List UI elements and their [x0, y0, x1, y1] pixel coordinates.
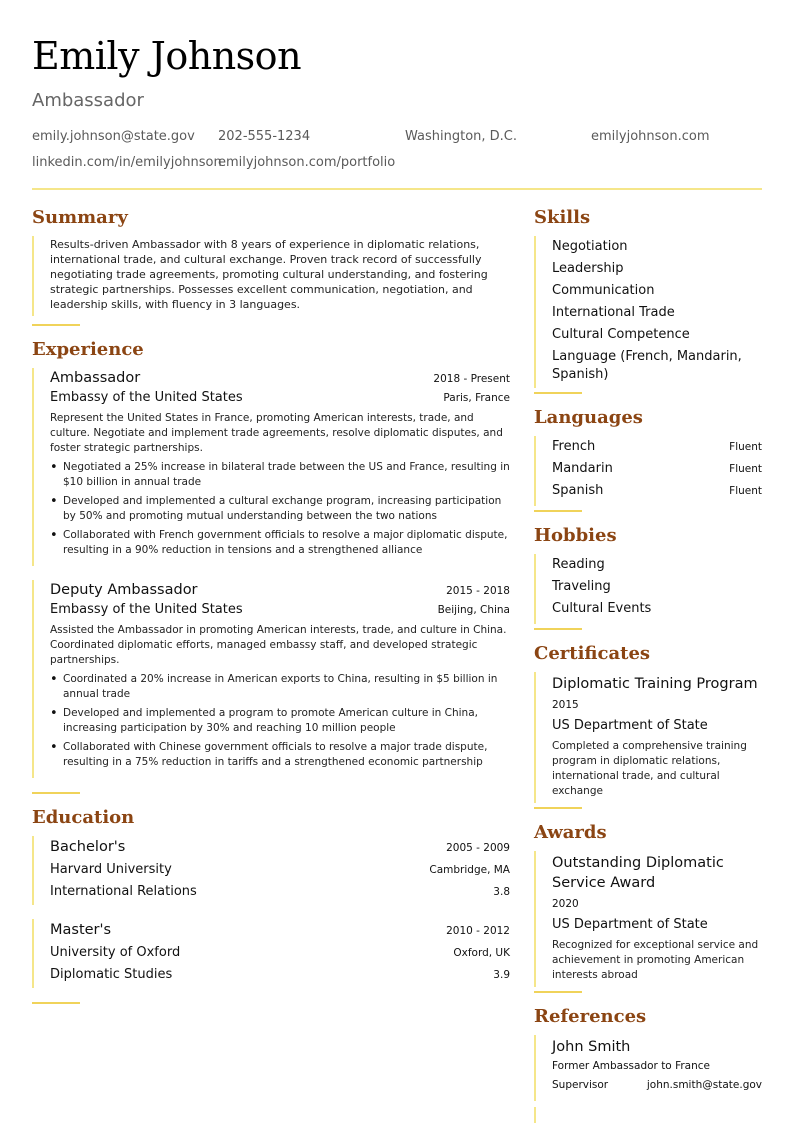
section-underline [534, 807, 582, 809]
reference-relation: Supervisor [552, 1079, 609, 1091]
award-date: 2020 [552, 898, 579, 910]
empty-reference-entry [534, 1107, 762, 1123]
section-underline [32, 792, 80, 794]
section-underline [32, 1002, 80, 1004]
language-name: Spanish [552, 483, 604, 498]
edu-location: Oxford, UK [453, 947, 510, 959]
contact-portfolio[interactable]: emilyjohnson.com/portfolio [218, 155, 396, 170]
certificate-title: Diplomatic Training Program [552, 676, 758, 692]
references-heading: References [534, 1006, 647, 1027]
job-achievements [50, 672, 510, 770]
job-achievements [50, 460, 510, 558]
language-item [552, 458, 762, 480]
hobbies-heading: Hobbies [534, 525, 617, 546]
contact-location: Washington, D.C. [405, 129, 518, 144]
skill-item: Communication [552, 283, 655, 298]
achievement-item: • Developed and implemented a program to promote American culture in China, increasing participation by 30% and reaching 10 million people [50, 706, 510, 736]
job-location: Paris, France [443, 392, 510, 404]
certificates-section [534, 642, 762, 809]
achievement-item: • Collaborated with French government officials to resolve a major diplomatic dispute, resulting in a 90% reduction in tensions and a strengthened alliance [50, 528, 510, 558]
skill-item: Language (French, Mandarin, Spanish) [552, 349, 742, 382]
award-description: Recognized for exceptional service and achievement in promoting American interests abroad [552, 939, 759, 981]
hobbies-list [534, 554, 762, 624]
achievement-item: • Negotiated a 25% increase in bilateral trade between the US and France, resulting in $10 billion in annual trade [50, 460, 510, 490]
skill-item: International Trade [552, 305, 675, 320]
contact-phone[interactable]: 202-555-1234 [218, 129, 311, 144]
award-entry [534, 851, 762, 987]
award-issuer: US Department of State [552, 917, 708, 932]
skills-heading: Skills [534, 207, 591, 228]
languages-section [534, 406, 762, 512]
language-level: Fluent [729, 463, 762, 475]
job-description: Assisted the Ambassador in promoting American interests, trade, and culture in China. Coordinated diplomatic efforts, managed embassy staff, and developed strategic partnerships. [50, 624, 507, 666]
language-level: Fluent [729, 485, 762, 497]
job-dates: 2015 - 2018 [446, 585, 510, 597]
job-title: Deputy Ambassador [50, 582, 198, 598]
resume-name: Emily Johnson [32, 34, 302, 78]
experience-entry [32, 368, 510, 566]
section-underline [32, 324, 80, 326]
reference-position: Former Ambassador to France [552, 1060, 710, 1072]
edu-gpa: 3.8 [493, 886, 510, 898]
awards-section [534, 821, 762, 993]
job-company: Embassy of the United States [50, 602, 243, 617]
skill-item: Cultural Competence [552, 327, 690, 342]
job-location: Beijing, China [437, 604, 510, 616]
main-column [32, 206, 510, 1016]
education-section [32, 806, 510, 1004]
certificate-entry [534, 672, 762, 803]
header-divider [32, 188, 762, 190]
experience-entry [32, 580, 510, 778]
awards-heading: Awards [534, 822, 607, 843]
education-heading: Education [32, 807, 135, 828]
references-section [534, 1005, 762, 1123]
hobby-item: Reading [552, 557, 605, 572]
languages-heading: Languages [534, 407, 643, 428]
languages-list [534, 436, 762, 506]
reference-name: John Smith [552, 1039, 631, 1055]
summary-heading: Summary [32, 207, 128, 228]
job-company: Embassy of the United States [50, 390, 243, 405]
job-dates: 2018 - Present [433, 373, 510, 385]
section-underline [534, 510, 582, 512]
language-item [552, 480, 762, 502]
hobby-item: Cultural Events [552, 601, 652, 616]
job-description: Represent the United States in France, promoting American interests, trade, and culture. Negotiate and implement trade agreements, resolve diplomatic disputes, and foster strategic partnerships. [50, 412, 503, 454]
reference-email[interactable]: john.smith@state.gov [646, 1079, 762, 1091]
language-level: Fluent [729, 441, 762, 453]
hobby-item: Traveling [552, 579, 611, 594]
edu-dates: 2010 - 2012 [446, 925, 510, 937]
experience-heading: Experience [32, 339, 144, 360]
job-title: Ambassador [50, 370, 141, 386]
skill-item: Leadership [552, 261, 624, 276]
skills-section [534, 206, 762, 394]
education-entry [32, 919, 510, 988]
certificate-description: Completed a comprehensive training program in diplomatic relations, international trade, and cultural exchange [552, 740, 747, 797]
language-name: Mandarin [552, 461, 613, 476]
certificates-heading: Certificates [534, 643, 651, 664]
edu-dates: 2005 - 2009 [446, 842, 510, 854]
edu-degree: Bachelor's [50, 839, 126, 855]
side-column [534, 206, 762, 1123]
award-title: Outstanding Diplomatic Service Award [552, 855, 724, 891]
achievement-item: • Coordinated a 20% increase in American exports to China, resulting in $5 billion in annual trade [50, 672, 510, 702]
certificate-issuer: US Department of State [552, 718, 708, 733]
edu-location: Cambridge, MA [429, 864, 510, 876]
hobbies-section [534, 524, 762, 630]
education-entry [32, 836, 510, 905]
edu-school: University of Oxford [50, 945, 181, 960]
contact-website[interactable]: emilyjohnson.com [591, 129, 710, 144]
edu-degree: Master's [50, 922, 112, 938]
edu-field: Diplomatic Studies [50, 967, 173, 982]
reference-entry [534, 1035, 762, 1101]
language-name: French [552, 439, 596, 454]
edu-school: Harvard University [50, 862, 172, 877]
skills-list [534, 236, 762, 388]
summary-text: Results-driven Ambassador with 8 years of experience in diplomatic relations, international trade, and cultural exchange. Proven track record of successfully negotiating trade agreements, promoting cultural understanding, and fostering strategic partnerships. Possesses excellent communication, negotiation, and leadership skills, with fluency in 3 languages. [50, 238, 488, 311]
contact-linkedin[interactable]: linkedin.com/in/emilyjohnson [32, 155, 222, 170]
certificate-date: 2015 [552, 699, 579, 711]
experience-section [32, 338, 510, 794]
language-item [552, 436, 762, 458]
achievement-item: • Developed and implemented a cultural exchange program, increasing participation by 50% and promoting mutual understanding between the two nations [50, 494, 510, 524]
summary-section [32, 206, 510, 326]
resume-role: Ambassador [32, 90, 144, 111]
skill-item: Negotiation [552, 239, 628, 254]
contact-email[interactable]: emily.johnson@state.gov [32, 129, 195, 144]
achievement-item: • Collaborated with Chinese government officials to resolve a major trade dispute, resulting in a 75% reduction in tariffs and a strengthened economic partnership [50, 740, 510, 770]
edu-gpa: 3.9 [493, 969, 510, 981]
section-underline [534, 392, 582, 394]
summary-block [32, 236, 510, 316]
section-underline [534, 628, 582, 630]
section-underline [534, 991, 582, 993]
edu-field: International Relations [50, 884, 197, 899]
